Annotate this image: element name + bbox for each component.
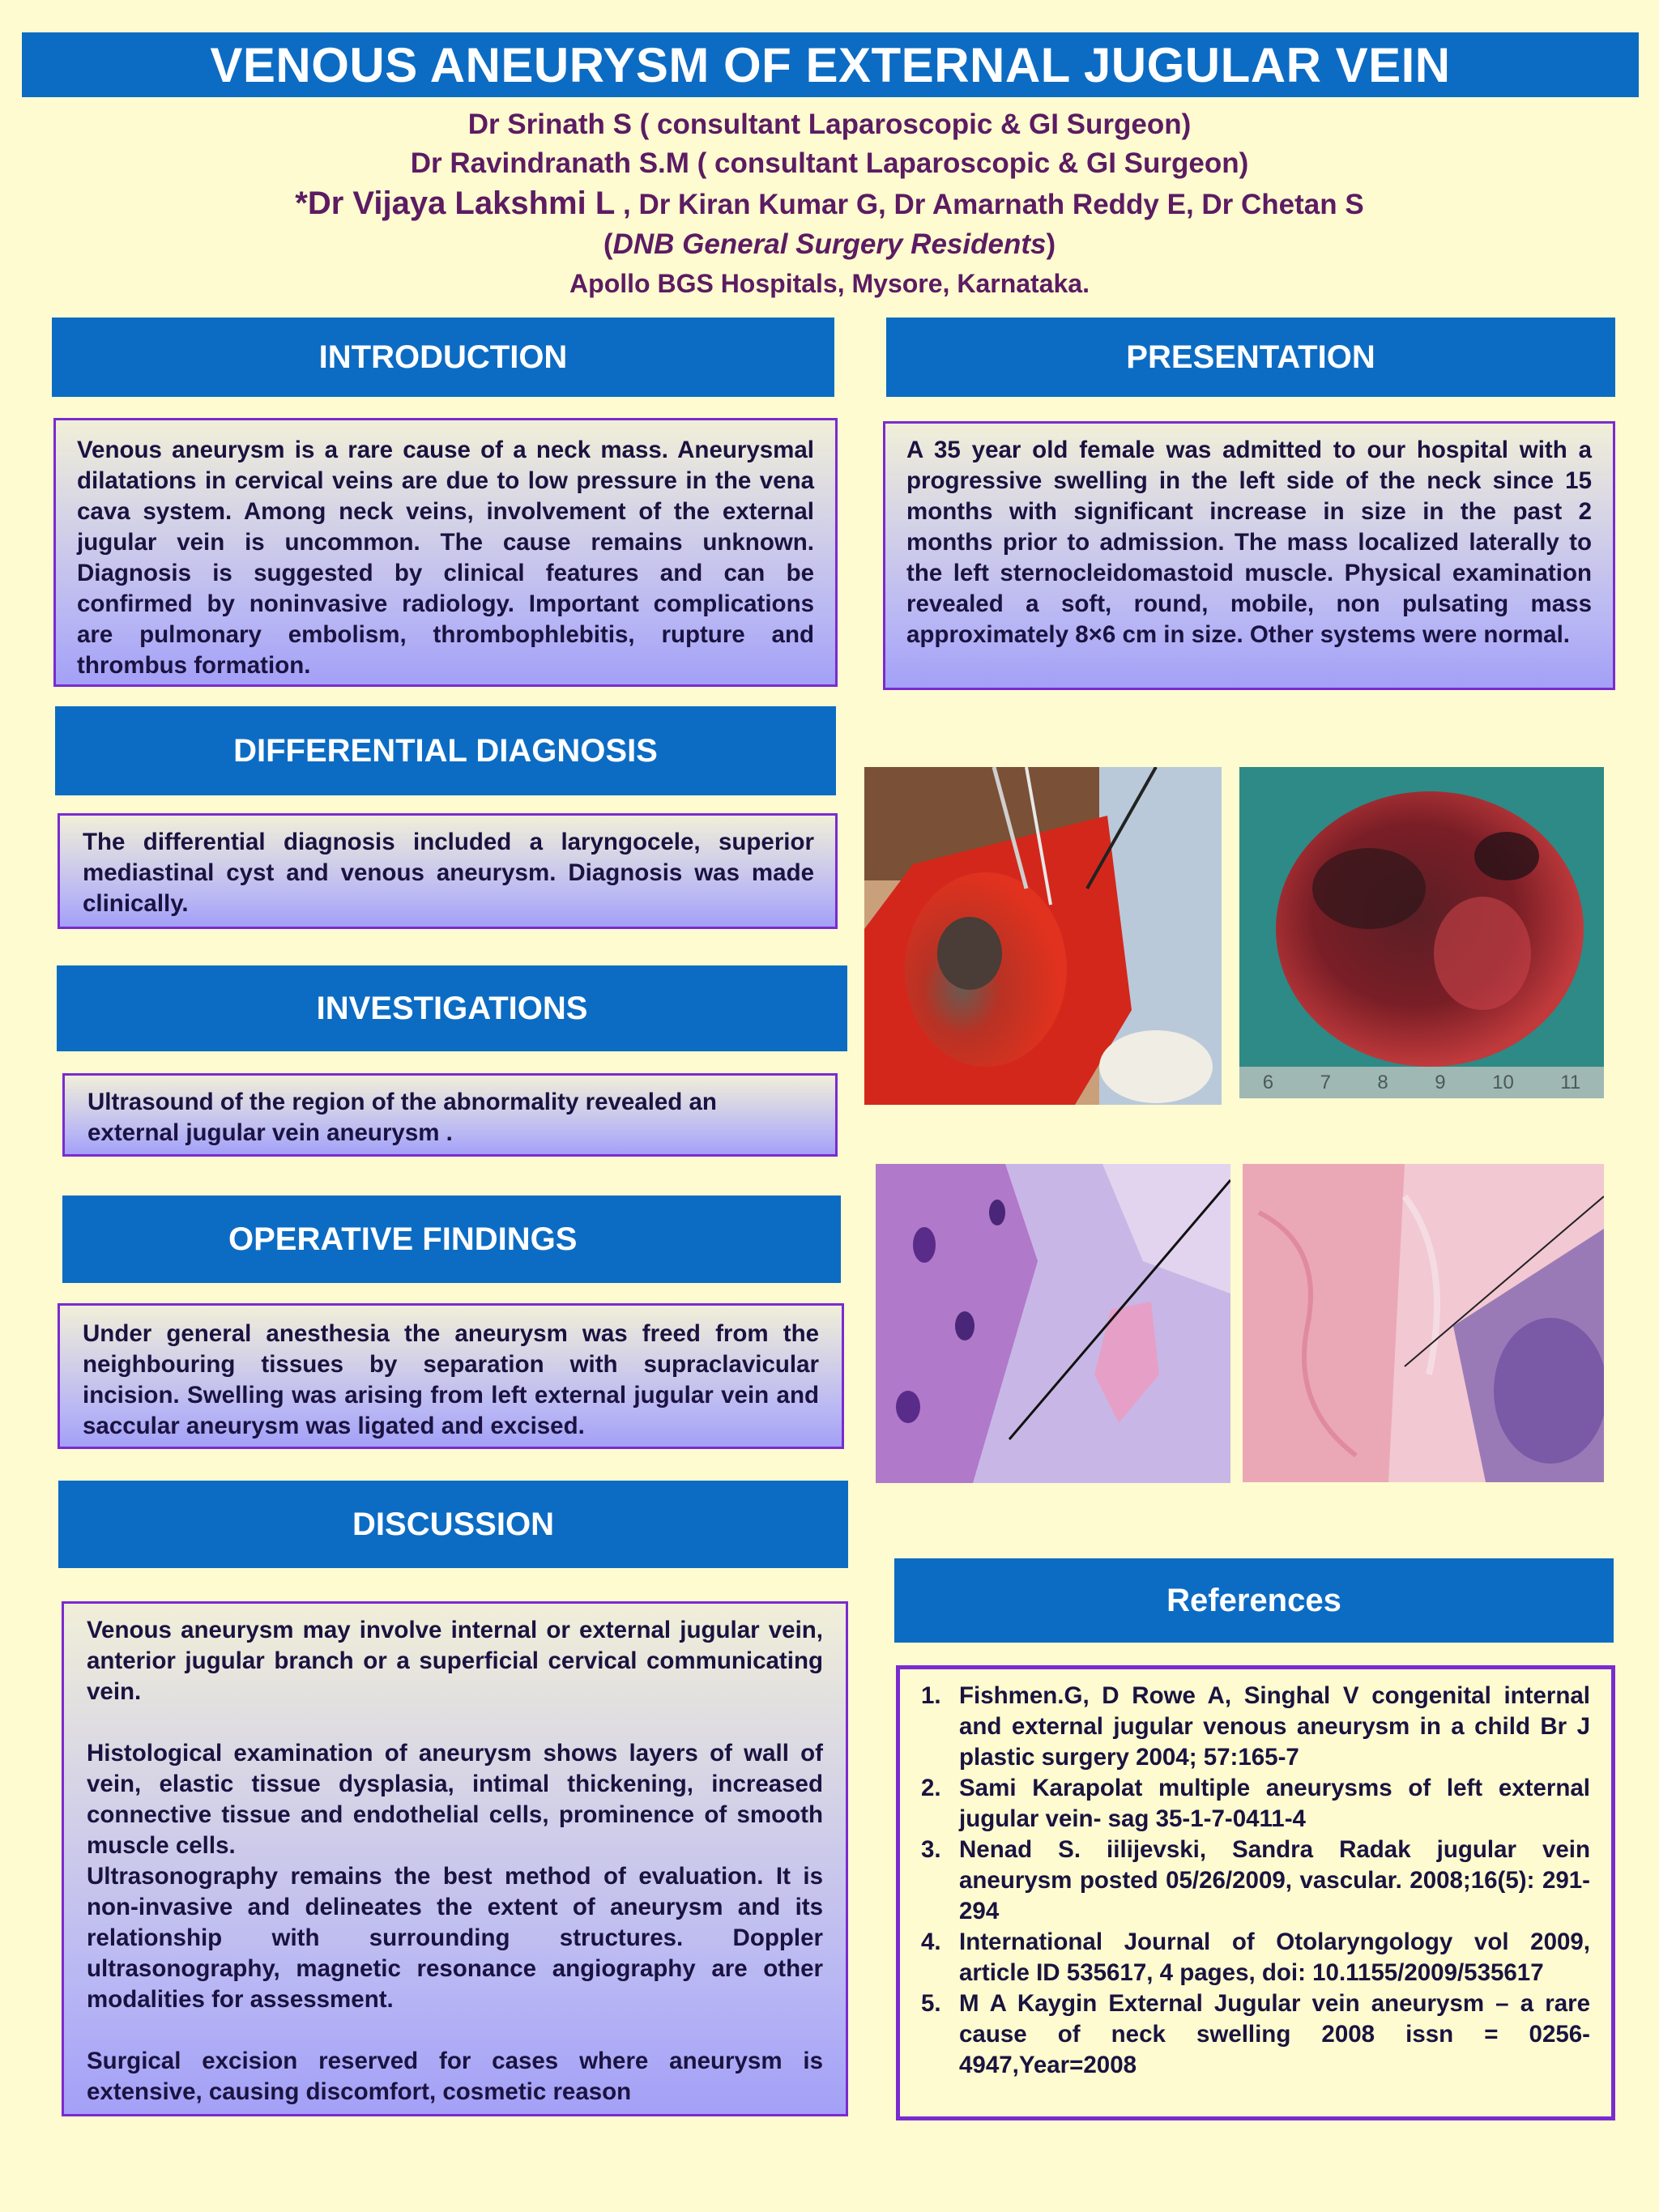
author-line-3 [0, 183, 1659, 225]
histology-low-power-photo [1243, 1164, 1604, 1482]
introduction-text: Venous aneurysm is a rare cause of a neck mass. Aneurysmal dilatations in cervical veins are due to low pressure in the vena cava system. Among neck veins, involvement of the external jugular vein is uncommon. The cause remains unknown. Diagnosis is suggested by clinical features and can be confirmed by noninvasive radiology. Important complications are pulmonary embolism, thrombophlebitis, rupture and thrombus formation. [77, 437, 814, 679]
presentation-heading: PRESENTATION [886, 318, 1615, 397]
author-block [0, 105, 1659, 303]
institution: Apollo BGS Hospitals, Mysore, Karnataka. [569, 269, 1090, 298]
presentation-text: A 35 year old female was admitted to our hospital with a progressive swelling in the left side of the neck since 15 months with significant increase in size in the past 2 months prior to admission. The mass localized laterally to the left sternocleidomastoid muscle. Physical examination revealed a soft, round, mobile, non pulsating mass approximately 8×6 cm in size. Other systems were normal. [906, 437, 1592, 648]
resident-role: DNB General Surgery Residents [612, 228, 1047, 260]
author-line-2: Dr Ravindranath S.M ( consultant Laparoscopic & GI Surgeon) [410, 147, 1249, 179]
discussion-para-3: Ultrasonography remains the best method of evaluation. It is non-invasive and delineates the extent of aneurysm and its relationship with surrounding structures. Doppler ultrasonography, magnetic resonance angiography are other modalities for assessment. [87, 1863, 823, 2013]
introduction-heading: INTRODUCTION [52, 318, 834, 397]
introduction-text-box [53, 418, 838, 687]
reference-item: 4. International Journal of Otolaryngology vol 2009, article ID 535617, 4 pages, doi: 10.1155/2009/535617 [921, 1929, 1590, 1986]
co-authors: , Dr Kiran Kumar G, Dr Amarnath Reddy E, Dr Chetan S [615, 189, 1364, 220]
ruler-scale: 6 7 8 9 10 11 [1262, 1071, 1581, 1093]
investigations-text-box [62, 1073, 838, 1157]
excised-aneurysm-photo [1239, 767, 1604, 1098]
reference-item: 2. Sami Karapolat multiple aneurysms of left external jugular vein- sag 35-1-7-0411-4 [921, 1775, 1590, 1832]
discussion-heading: DISCUSSION [58, 1481, 848, 1568]
presentation-text-box [883, 421, 1615, 690]
discussion-para-1: Venous aneurysm may involve internal or external jugular vein, anterior jugular branch or a superficial cervical communicating vein. [87, 1617, 823, 1705]
author-line-1: Dr Srinath S ( consultant Laparoscopic & GI Surgeon) [467, 109, 1192, 140]
operative-text: Under general anesthesia the aneurysm was freed from the neighbouring tissues by separation with supraclavicular incision. Swelling was arising from left external jugular vein and saccular aneurysm was ligated and excised. [83, 1320, 819, 1439]
investigations-text: Ultrasound of the region of the abnormality revealed an external jugular vein aneurysm . [87, 1089, 717, 1146]
lead-author: *Dr Vijaya Lakshmi L [295, 185, 616, 221]
histology-high-power-photo [876, 1164, 1230, 1483]
differential-text-box [58, 813, 838, 929]
reference-item: 5. M A Kaygin External Jugular vein aneurysm – a rare cause of neck swelling 2008 issn = 0256-4947,Year=2008 [921, 1990, 1590, 2078]
operative-heading: OPERATIVE FINDINGS [62, 1196, 841, 1283]
poster-title: VENOUS ANEURYSM OF EXTERNAL JUGULAR VEIN [22, 32, 1639, 97]
investigations-heading: INVESTIGATIONS [57, 965, 847, 1051]
discussion-text-box [62, 1601, 848, 2116]
operative-field-photo [864, 767, 1222, 1105]
author-affiliation-role: (DNB General Surgery Residents) [603, 228, 1056, 260]
reference-item: 3. Nenad S. iilijevski, Sandra Radak jugular vein aneurysm posted 05/26/2009, vascular. 2008;16(5): 291-294 [921, 1836, 1590, 1924]
differential-heading: DIFFERENTIAL DIAGNOSIS [55, 706, 836, 795]
references-list [921, 1681, 1590, 2081]
references-box [896, 1665, 1615, 2120]
discussion-para-2: Histological examination of aneurysm shows layers of wall of vein, elastic tissue dysplasia, intimal thickening, increased connective tissue and endothelial cells, prominence of smooth muscle cells. [87, 1740, 823, 1859]
references-heading: References [894, 1558, 1614, 1643]
reference-item: 1. Fishmen.G, D Rowe A, Singhal V congenital internal and external jugular venous aneurysm in a child Br J plastic surgery 2004; 57:165-7 [921, 1682, 1590, 1771]
differential-text: The differential diagnosis included a laryngocele, superior mediastinal cyst and venous aneurysm. Diagnosis was made clinically. [83, 829, 814, 917]
discussion-para-4: Surgical excision reserved for cases where aneurysm is extensive, causing discomfort, cosmetic reason [87, 2048, 823, 2105]
operative-text-box [58, 1303, 844, 1449]
